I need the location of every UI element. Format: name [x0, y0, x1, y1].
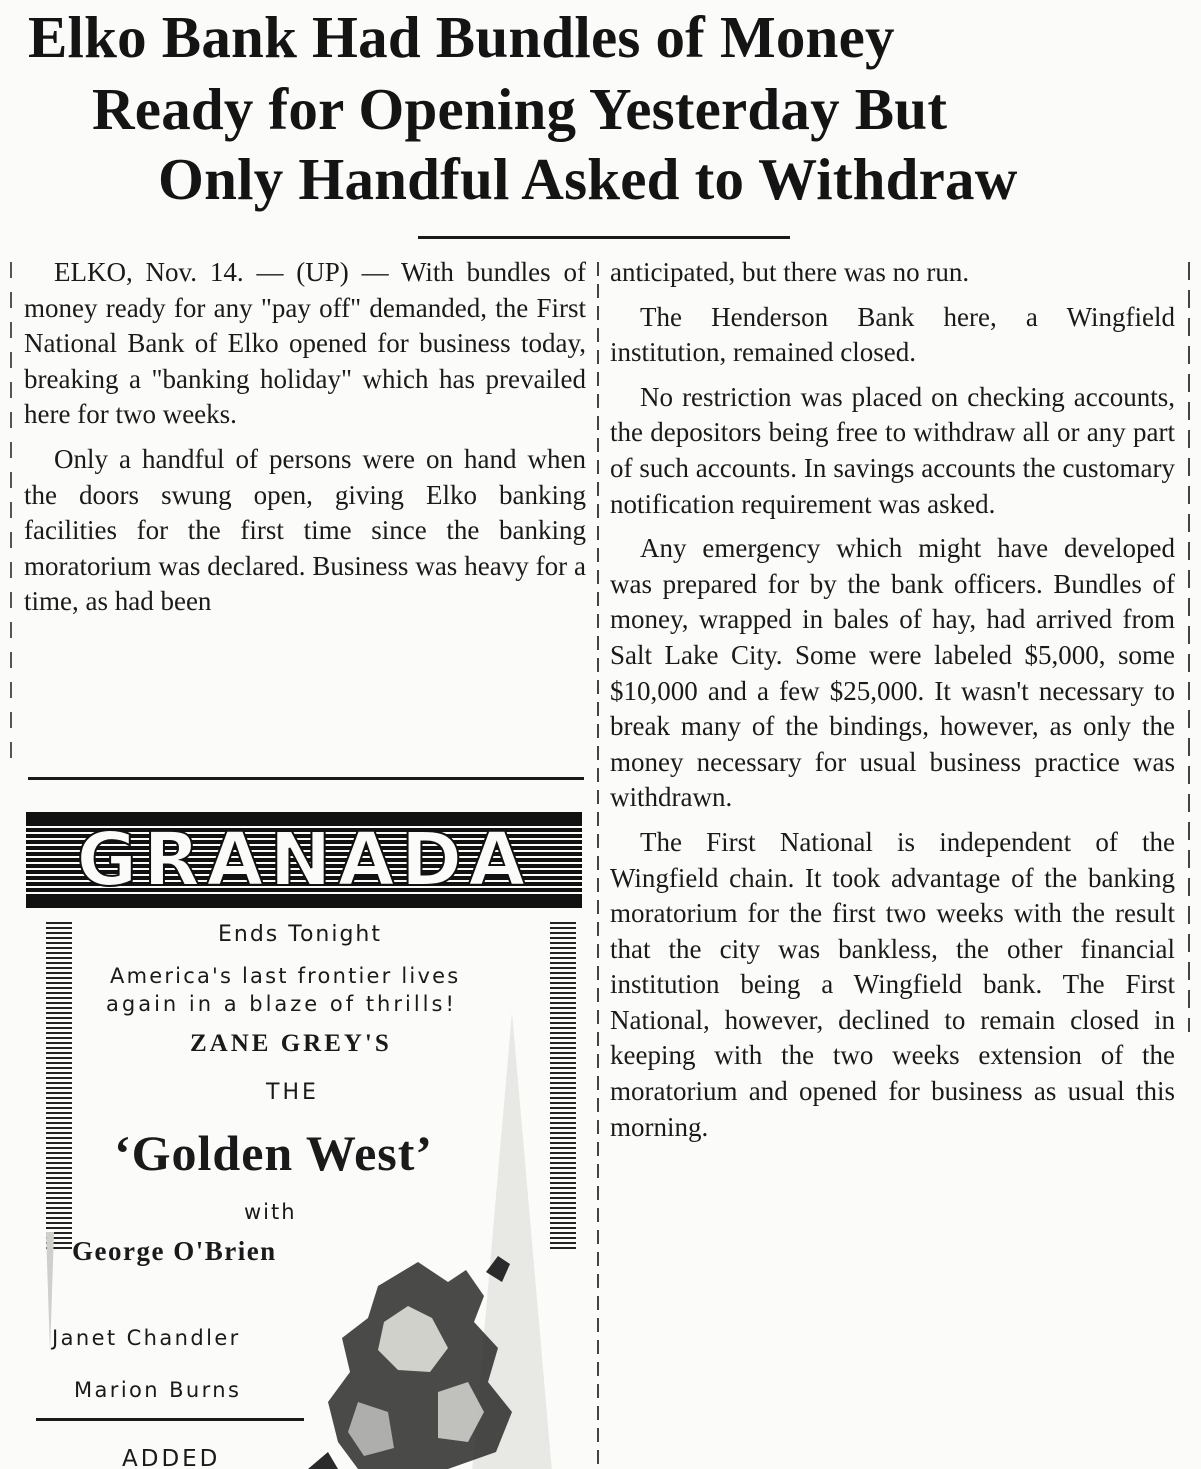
- article-paragraph: Only a handful of persons were on hand when the doors swung open, giving Elko banking facilities for the first time since the banking moratorium was declared. Business was heavy for a time, as had been: [24, 443, 586, 617]
- theater-name: GRANADA: [76, 817, 532, 903]
- left-column-rule: [10, 262, 12, 762]
- headline-line-1: Elko Bank Had Bundles of Money: [28, 4, 895, 70]
- headline-divider: [418, 236, 790, 239]
- column-divider: [597, 262, 599, 1469]
- ad-star: George O'Brien: [72, 1236, 277, 1266]
- headline: [0, 0, 1201, 215]
- ad-the: THE: [266, 1080, 319, 1105]
- ad-cast-1: Janet Chandler: [52, 1326, 241, 1350]
- headline-line-3: Only Handful Asked to Withdraw: [158, 146, 1018, 212]
- article-paragraph: ELKO, Nov. 14. — (UP) — With bundles of money ready for any "pay off" demanded, the First National Bank of Elko opened for business today, breaking a "banking holiday" which has prevailed here for two weeks.: [24, 257, 586, 430]
- ad-film-title: ‘Golden West’: [114, 1125, 434, 1181]
- ad-tagline-1: America's last frontier lives: [110, 964, 461, 988]
- ad-tagline-2: again in a blaze of thrills!: [106, 992, 457, 1016]
- article-paragraph: The First National is independent of the Wingfield chain. It took advantage of the banking moratorium for the first two weeks with the result that the city was bankless, the other financial institution being a Wingfield bank. The First National, however, declined to remain closed in keeping with the two weeks extension of the moratorium and opened for business as usual this morning.: [610, 826, 1175, 1142]
- ad-author: ZANE GREY'S: [190, 1030, 392, 1057]
- ad-ends-tonight: Ends Tonight: [217, 922, 382, 947]
- right-column-rule: [1188, 262, 1190, 1032]
- cowboy-illustration: [298, 1252, 548, 1469]
- ad-cast-2: Marion Burns: [74, 1378, 242, 1402]
- ad-cast-divider: [36, 1418, 304, 1421]
- ad-stripe-right: [550, 922, 576, 1252]
- granada-advertisement: [22, 812, 588, 1469]
- article-paragraph: The Henderson Bank here, a Wingfield institution, remained closed.: [610, 301, 1175, 368]
- article-paragraph: anticipated, but there was no run.: [610, 257, 970, 287]
- article-paragraph: Any emergency which might have developed was prepared for by the bank officers. Bundles of money, wrapped in bales of hay, had arrived from Salt Lake City. Some were labeled $5,000, some $10,000 and a few $25,000. It wasn't necessary to break many of the bindings, however, as only the money necessary for usual business practice was withdrawn.: [610, 533, 1175, 813]
- theater-banner: [26, 812, 582, 908]
- ad-stripe-left: [46, 922, 72, 1252]
- ad-added: ADDED: [122, 1446, 221, 1469]
- ad-divider: [28, 777, 584, 780]
- ad-with: with: [244, 1200, 297, 1224]
- article-left-column: [24, 255, 586, 765]
- article-paragraph: No restriction was placed on checking accounts, the depositors being free to withdraw all or any part of such accounts. In savings accounts the customary notification requirement was asked.: [610, 381, 1175, 519]
- article-right-column: [610, 255, 1175, 1469]
- headline-line-2: Ready for Opening Yesterday But: [92, 76, 948, 142]
